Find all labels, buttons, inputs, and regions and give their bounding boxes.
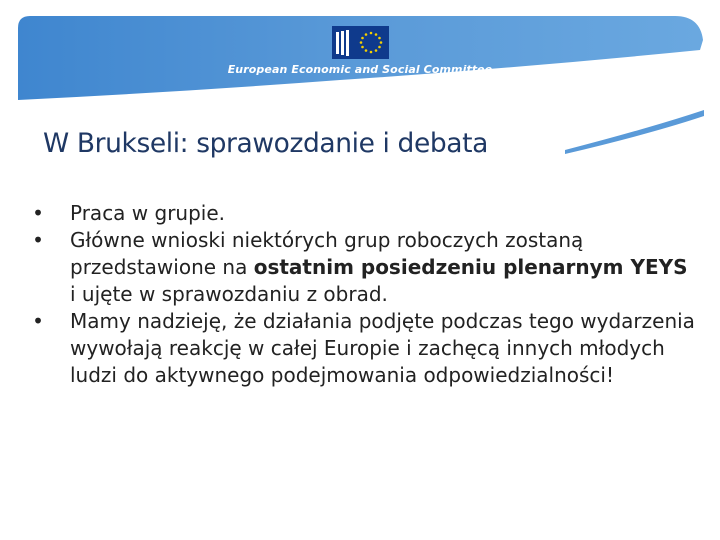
bullet-item: [28, 227, 698, 308]
bullet-text: Główne wnioski niektórych grup roboczych zostaną przedstawione na: [70, 228, 584, 279]
bullet-dot-icon: •: [32, 201, 44, 225]
slide-title: W Brukseli: sprawozdanie i debata: [43, 128, 488, 159]
bullet-text: i ujęte w sprawozdaniu z obrad.: [70, 282, 388, 306]
organization-name: European Economic and Social Committee: [227, 63, 493, 76]
bullet-item: [28, 308, 698, 389]
bullet-item: [28, 200, 698, 227]
bullet-dot-icon: •: [32, 309, 44, 333]
header-banner: [0, 0, 720, 130]
bullet-text: Mamy nadzieję, że działania podjęte podczas tego wydarzenia wywołają reakcję w całej Europie i zachęcą innych młodych ludzi do aktywnego podejmowania odpowiedzialności!: [70, 309, 695, 387]
bullet-emphasis: ostatnim posiedzeniu plenarnym YEYS: [253, 255, 688, 279]
eesc-logo: [332, 26, 389, 59]
bullet-dot-icon: •: [32, 228, 44, 252]
bullet-list: [28, 200, 698, 389]
bullet-text: Praca w grupie.: [70, 201, 226, 225]
